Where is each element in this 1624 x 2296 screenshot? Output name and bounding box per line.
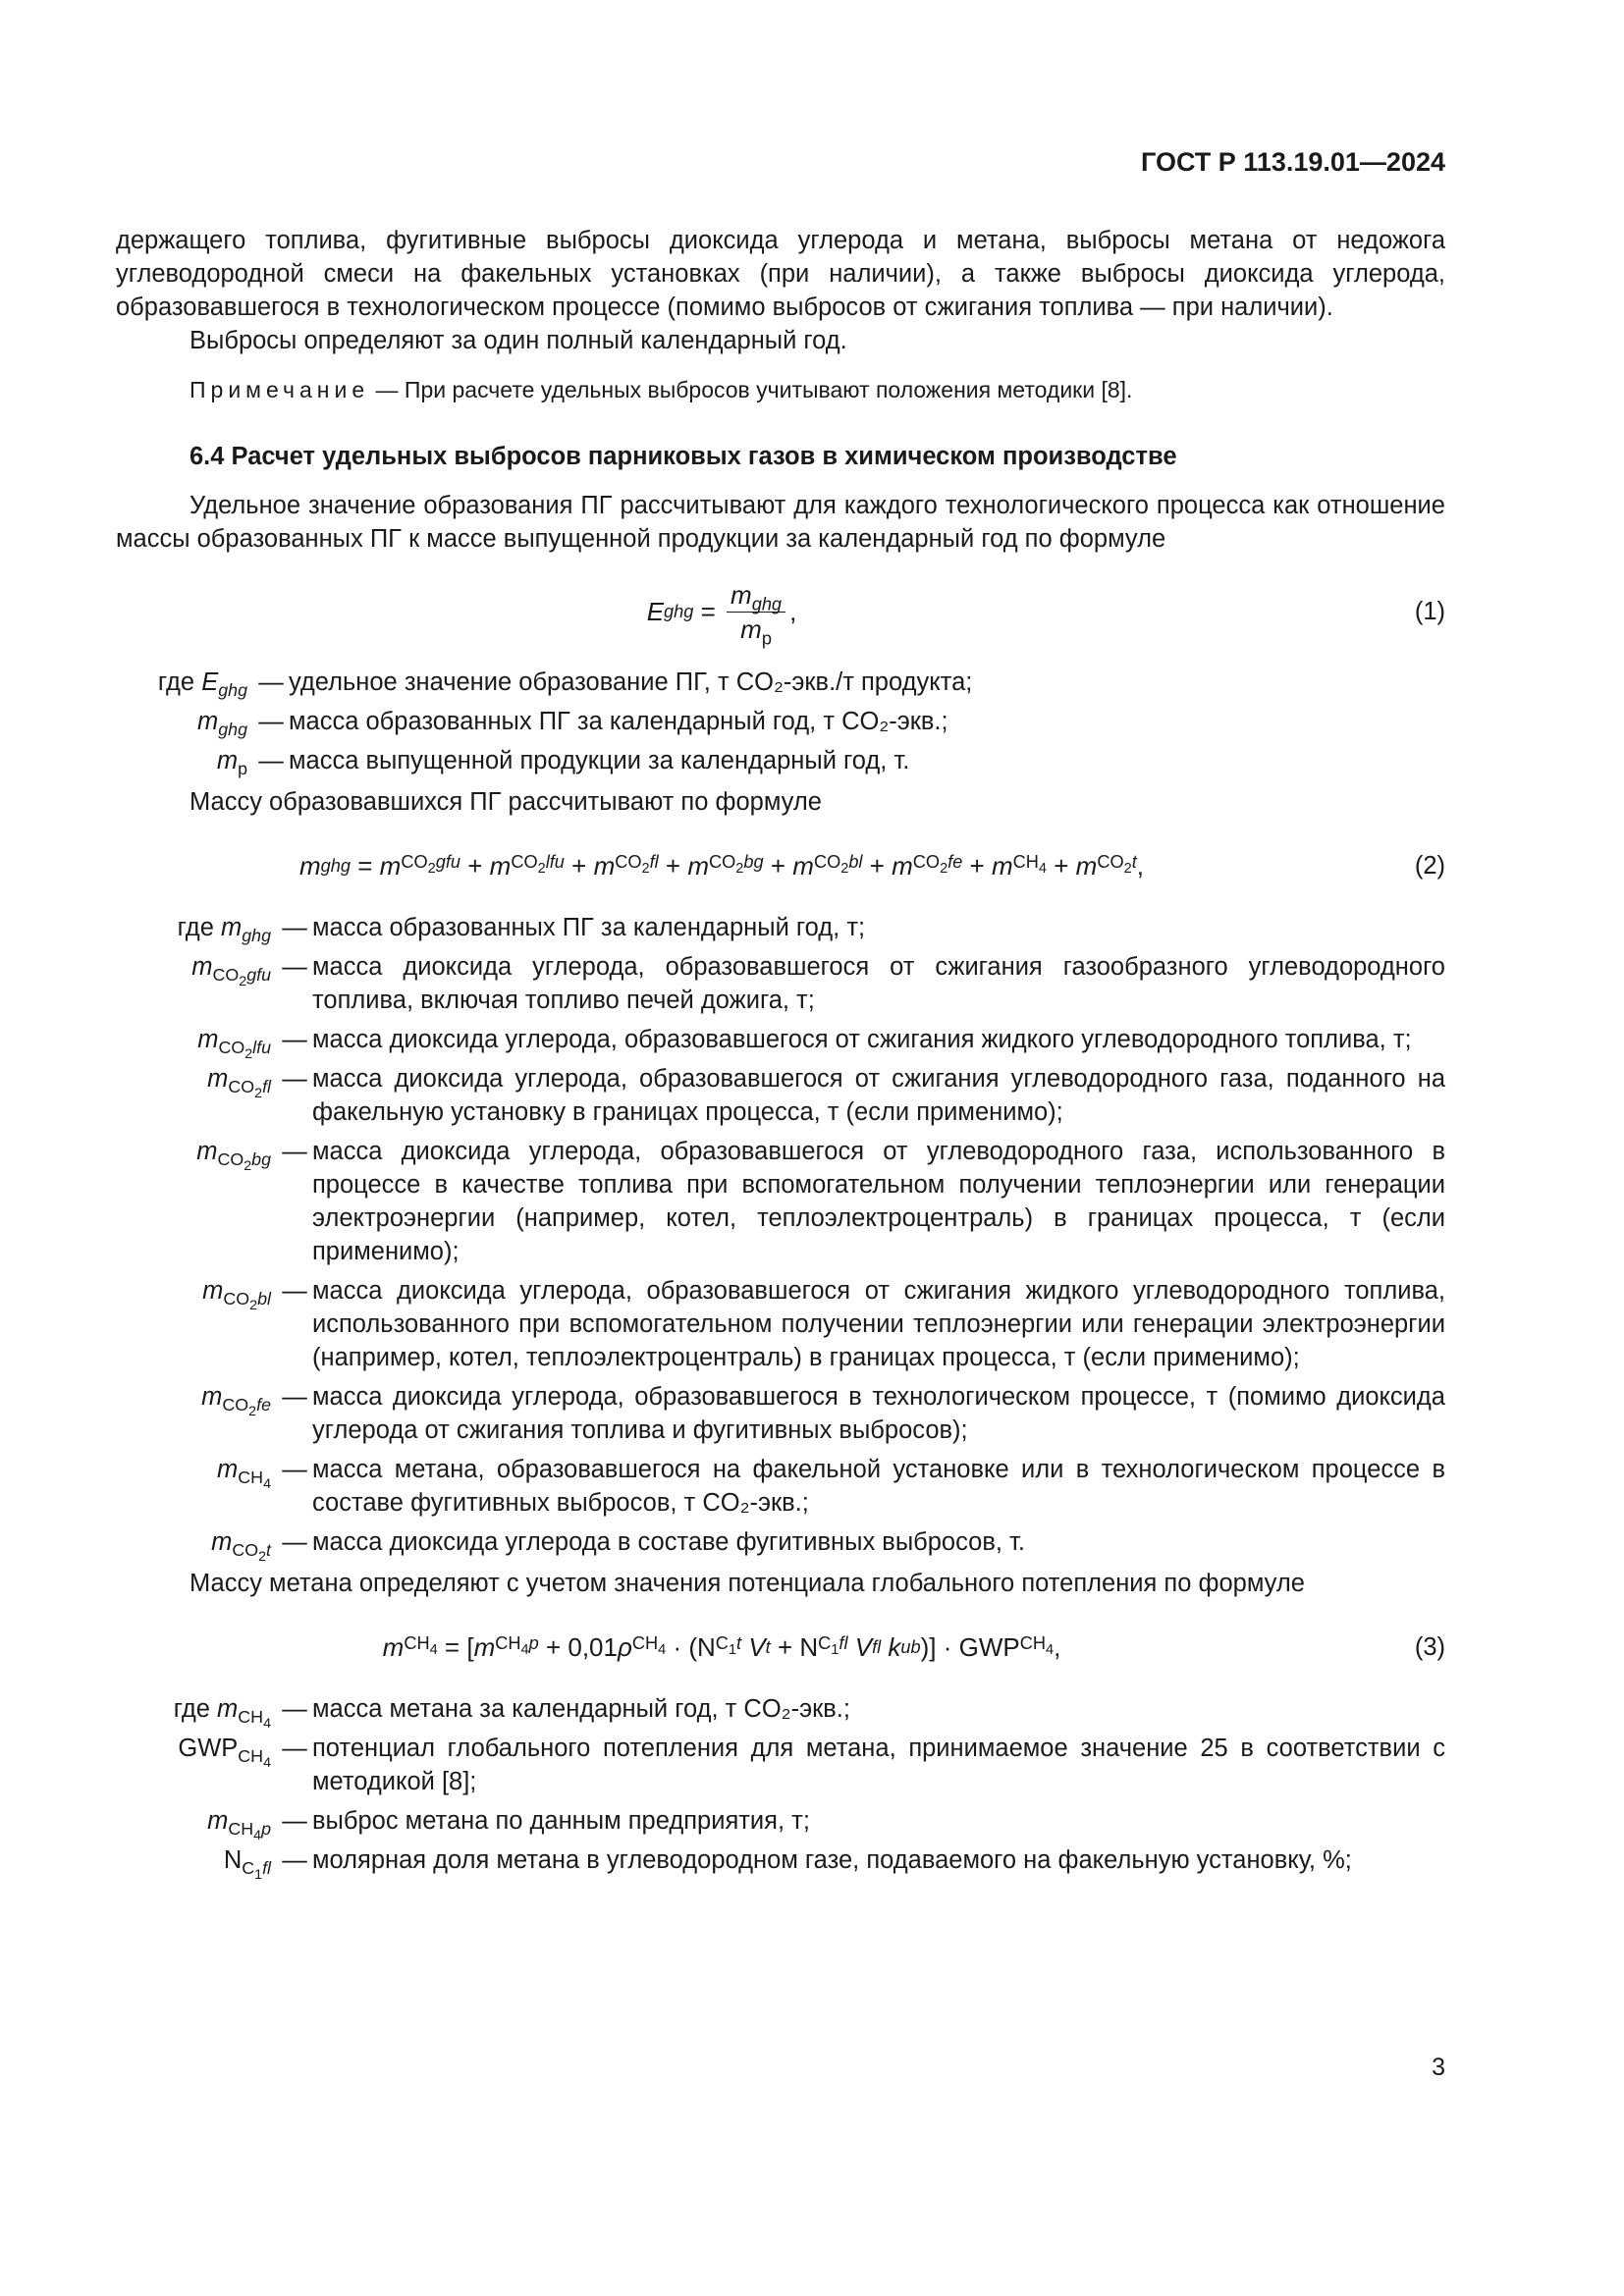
formula-1-expression: E ghg = $\frac{m_{ghg}}{m_р}$ , (646, 579, 797, 648)
definition-item: $m_{ghg}$ — масса образованных ПГ за календарный год, т CO₂-экв.; (196, 708, 948, 740)
note (116, 373, 1445, 406)
definition-item: $m_{CO_2bl}$ — масса диоксида углерода, образовавшегося от сжигания жидкого углеводородного топлива, использованного при вспомогательном получении теплоэнергии или генерации электроэнергии (например, котел, теплоэлектроцентраль) в границах процесса, т (если применимо); (202, 1277, 1445, 1371)
definition-item: $m_{CO_2fe}$ — масса диоксида углерода, образовавшегося в технологическом процессе, т (помимо диоксида углерода от сжигания топлива и фугитивных выбросов); (201, 1383, 1445, 1444)
paragraph-period: Выбросы определяют за один полный календарный год. (189, 327, 847, 354)
definitions-1 (116, 666, 1445, 777)
definition-item: где $E_{ghg}$ — удельное значение образование ПГ, т CO₂-экв./т продукта; (157, 668, 973, 701)
formula-1-number: (1) (1414, 598, 1445, 625)
definitions-3 (116, 1692, 1445, 1884)
definition-item: $m_{CO_2bg}$ — масса диоксида углерода, образовавшегося от углеводородного газа, использованного в процессе в качестве топлива при вспомогательном получении теплоэнергии или генерации электроэнергии (например, котел, теплоэлектроцентраль) в границах процесса, т (если применимо); (196, 1138, 1445, 1265)
definition-item: где $m_{ghg}$ — масса образованных ПГ за календарный год, т; (177, 914, 866, 946)
section-title: 6.4 Расчет удельных выбросов парниковых газов в химическом производстве (189, 443, 1177, 470)
formula-2-number: (2) (1414, 852, 1445, 880)
definition-item: $m_{CO_2fl}$ — масса диоксида углерода, образовавшегося от сжигания углеводородного газа, поданного на факельную установку в границах процесса, т (если применимо); (207, 1065, 1445, 1126)
formula-2-expression: m ghg = m $CO_2gfu$ + m $CO_2lfu$ + m $CO_2fl$ + m $CO_2bg$ + m $CO_2bl$ + m $CO_2fe$ + m $CH_4$ + m $CO_2t$ , (299, 851, 1144, 881)
definition-item: $m_{CH_4p}$ — выброс метана по данным предприятия, т; (207, 1807, 810, 1844)
definition-item: $N_{C_1fl}$ — молярная доля метана в углеводородном газе, подаваемого на факельную установку, %; (223, 1846, 1352, 1884)
definition-item: $m_{CO_2t}$ — масса диоксида углерода в составе фугитивных выбросов, т. (211, 1528, 1025, 1566)
note-text: — При расчете удельных выбросов учитывают положения методики [8]. (369, 377, 1133, 402)
paragraph-continuation: держащего топлива, фугитивные выбросы диоксида углерода и метана, выбросы метана от недожога углеводородной смеси на факельных установках (при наличии), а также выбросы диоксида углерода, образовавшегося в технологическом процессе (помимо выбросов от сжигания топлива — при наличии). (116, 227, 1445, 321)
definition-item: $m_{CH_4}$ — масса метана, образовавшегося на факельной установке или в технологическом процессе в составе фугитивных выбросов, т CO₂-экв.; (217, 1456, 1445, 1517)
formula-3-expression: m $CH_4$ = [ m $CH_4p$ + 0,01 ρ $CH_4$ · (N $C_1t$ V t + N $C_1fl$ V fl k ub )] · GWP $CH_4$ , (382, 1632, 1061, 1662)
formula-3-number: (3) (1414, 1633, 1445, 1661)
paragraph-methane-mass: Массу метана определяют с учетом значения потенциала глобального потепления по формуле (189, 1570, 1305, 1597)
definitions-2 (116, 911, 1445, 1566)
note-label: Примечание (189, 377, 370, 402)
document-body (116, 224, 1445, 1883)
definition-item: $m_{CO_2lfu}$ — масса диоксида углерода, образовавшегося от сжигания жидкого углеводородного топлива, т; (197, 1026, 1412, 1063)
definition-item: $m_{CO_2gfu}$ — масса диоксида углерода, образовавшегося от сжигания газообразного углеводородного топлива, включая топливо печей дожига, т; (191, 953, 1445, 1014)
paragraph-mass-formula: Массу образовавшихся ПГ рассчитывают по формуле (189, 788, 822, 816)
definition-item: где $m_{CH_4}$ — масса метана за календарный год, т CO₂-экв.; (173, 1695, 850, 1733)
formula-1 (116, 563, 1445, 660)
formula-2 (116, 827, 1445, 905)
definition-item: $GWP_{CH_4}$ — потенциал глобального потепления для метана, принимаемое значение 25 в соответствии с методикой [8]; (178, 1735, 1445, 1795)
page-number: 3 (1432, 2054, 1445, 2081)
formula-3 (116, 1608, 1445, 1686)
definition-item: $m_р$ — масса выпущенной продукции за календарный год, т. (216, 747, 910, 779)
document-header: ГОСТ Р 113.19.01—2024 (1141, 147, 1445, 177)
paragraph-specific-emission: Удельное значение образования ПГ рассчитывают для каждого технологического процесса как отношение массы образованных ПГ к массе выпущенной продукции за календарный год по формуле (116, 492, 1445, 553)
